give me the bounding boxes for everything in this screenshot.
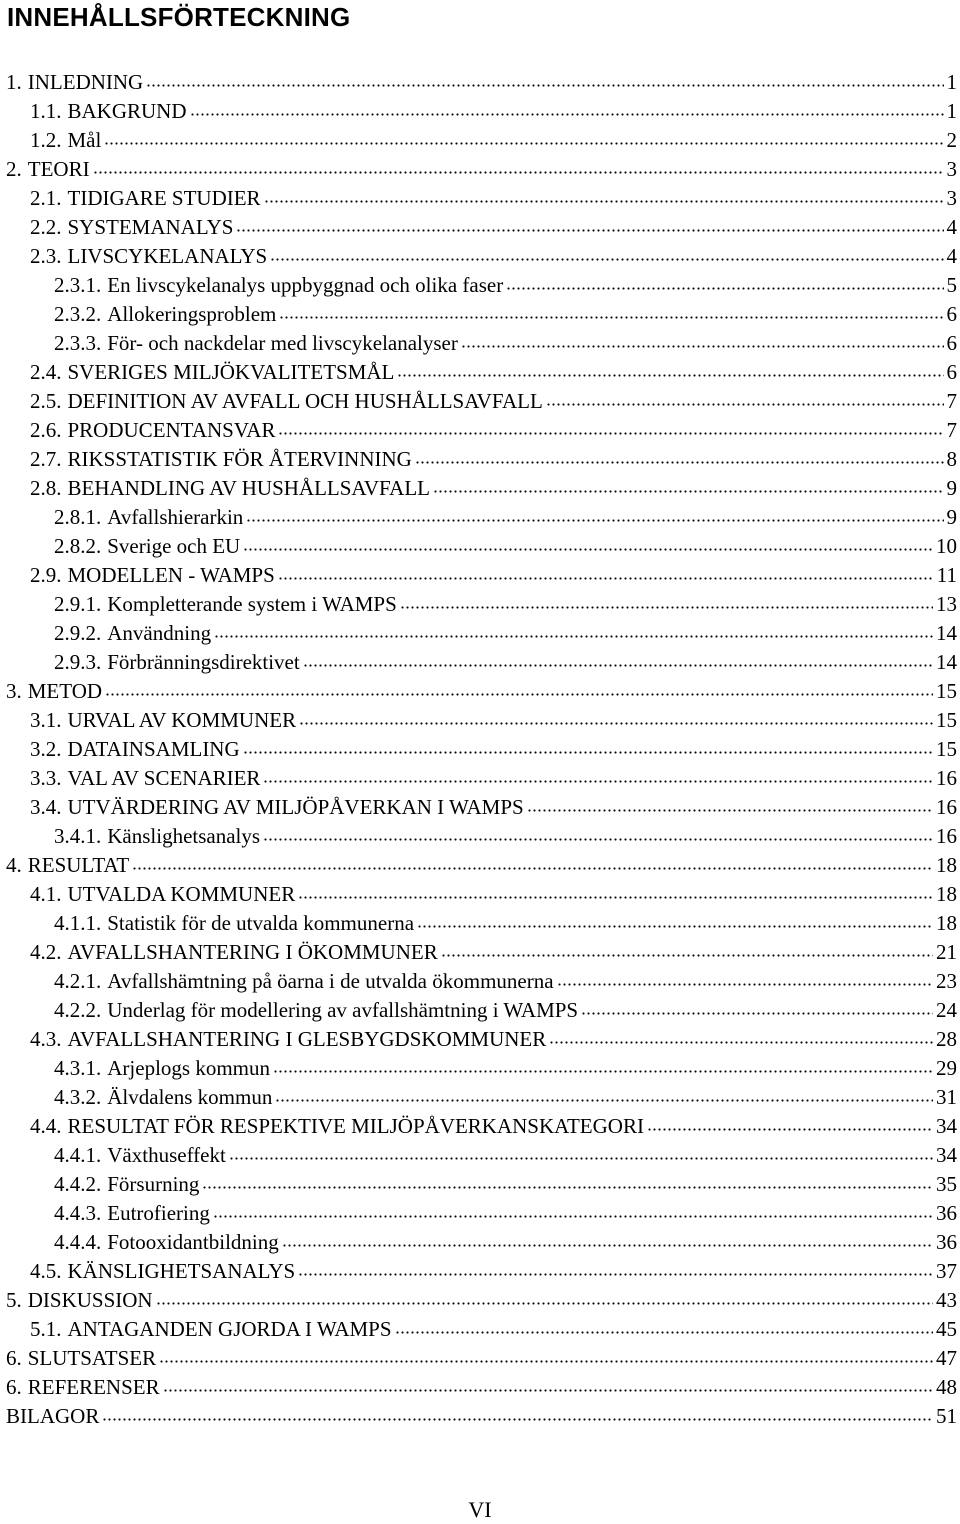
toc-entry[interactable] <box>0 97 960 126</box>
toc-entry-page: 28 <box>936 1027 957 1051</box>
toc-entry-page: 29 <box>936 1056 957 1080</box>
toc-entry-page: 14 <box>936 650 957 674</box>
dot-leader <box>263 837 933 842</box>
toc-entry[interactable] <box>0 329 960 358</box>
toc-entry-label: En livscykelanalys uppbyggnad och olika faser <box>107 273 504 297</box>
toc-entry-page: 15 <box>936 679 957 703</box>
toc-entry-label: BAKGRUND <box>67 99 187 123</box>
dot-leader <box>647 1127 933 1132</box>
toc-entry-label: ANTAGANDEN GJORDA I WAMPS <box>67 1317 392 1341</box>
toc-entry-page: 23 <box>936 969 957 993</box>
dot-leader <box>214 634 933 639</box>
toc-entry[interactable] <box>0 648 960 677</box>
toc-entry-number: 6. <box>6 1346 22 1370</box>
toc-entry-label: Känslighetsanalys <box>107 824 261 848</box>
toc-entry-label: SVERIGES MILJÖKVALITETSMÅL <box>67 360 395 384</box>
toc-entry-number: 4. <box>6 853 22 877</box>
dot-leader <box>246 518 943 523</box>
toc-entry-number: 3.4.1. <box>54 824 102 848</box>
toc-entry-label: RESULTAT <box>27 853 130 877</box>
toc-entry[interactable] <box>0 561 960 590</box>
toc-entry[interactable] <box>0 764 960 793</box>
toc-entry-label: SLUTSATSER <box>27 1346 157 1370</box>
toc-entry-label: BEHANDLING AV HUSHÅLLSAVFALL <box>67 476 430 500</box>
toc-entry[interactable] <box>0 706 960 735</box>
toc-entry-label: UTVÄRDERING AV MILJÖPÅVERKAN I WAMPS <box>67 795 524 819</box>
dot-leader <box>441 953 933 958</box>
toc-entry[interactable] <box>0 300 960 329</box>
toc-entry-number: 1.2. <box>30 128 62 152</box>
dot-leader <box>132 866 933 871</box>
dot-leader <box>102 1417 933 1422</box>
toc-entry-page: 48 <box>936 1375 957 1399</box>
dot-leader <box>104 141 943 146</box>
toc-entry[interactable] <box>0 126 960 155</box>
toc-entry-page: 7 <box>946 418 957 442</box>
dot-leader <box>298 895 933 900</box>
toc-entry-label: RESULTAT FÖR RESPEKTIVE MILJÖPÅVERKANSKATEGORI <box>67 1114 644 1138</box>
toc-entry-page: 7 <box>946 389 957 413</box>
toc-entry-page: 13 <box>936 592 957 616</box>
dot-leader <box>557 982 933 987</box>
toc-entry[interactable] <box>0 271 960 300</box>
toc-entry-number: 2.8. <box>30 476 62 500</box>
toc-entry-page: 6 <box>946 360 957 384</box>
dot-leader <box>236 228 943 233</box>
toc-entry-label: VAL AV SCENARIER <box>67 766 261 790</box>
toc-entry-number: 2.1. <box>30 186 62 210</box>
dot-leader <box>278 576 934 581</box>
toc-entry[interactable] <box>0 590 960 619</box>
toc-entry-page: 9 <box>946 476 957 500</box>
toc-entry-label: AVFALLSHANTERING I GLESBYGDSKOMMUNER <box>67 1027 547 1051</box>
toc-entry-label: INLEDNING <box>27 70 144 94</box>
toc-entry-number: 4.2. <box>30 940 62 964</box>
toc-entry-label: RIKSSTATISTIK FÖR ÅTERVINNING <box>67 447 412 471</box>
toc-entry-number: 1. <box>6 70 22 94</box>
toc-entry[interactable] <box>0 1083 960 1112</box>
dot-leader <box>105 692 933 697</box>
toc-entry-number: 4.4.1. <box>54 1143 102 1167</box>
toc-entry-number: 2.3.2. <box>54 302 102 326</box>
toc-entry-label: Fotooxidantbildning <box>107 1230 279 1254</box>
dot-leader <box>303 663 933 668</box>
toc-entry-number: 4.4.3. <box>54 1201 102 1225</box>
toc-entry-number: 2.8.1. <box>54 505 102 529</box>
dot-leader <box>163 1388 933 1393</box>
toc-entry[interactable] <box>0 996 960 1025</box>
toc-entry[interactable] <box>0 1373 960 1402</box>
toc-entry[interactable] <box>0 851 960 880</box>
toc-entry-number: 4.2.2. <box>54 998 102 1022</box>
dot-leader <box>273 1069 933 1074</box>
toc-entry[interactable] <box>0 1402 960 1431</box>
dot-leader <box>546 402 944 407</box>
toc-entry-label: URVAL AV KOMMUNER <box>67 708 297 732</box>
toc-entry-label: För- och nackdelar med livscykelanalyser <box>107 331 458 355</box>
dot-leader <box>156 1301 933 1306</box>
toc-entry-number: 2.9. <box>30 563 62 587</box>
toc-entry-page: 10 <box>936 534 957 558</box>
toc-entry[interactable] <box>0 1228 960 1257</box>
toc-entry-number: 2.3.3. <box>54 331 102 355</box>
dot-leader <box>415 460 944 465</box>
toc-entry-label: LIVSCYKELANALYS <box>67 244 268 268</box>
toc-entry-number: 4.2.1. <box>54 969 102 993</box>
toc-entry-label: Avfallshierarkin <box>107 505 244 529</box>
toc-entry-page: 3 <box>946 157 957 181</box>
toc-entry-page: 1 <box>946 99 957 123</box>
dot-leader <box>93 170 944 175</box>
toc-entry[interactable] <box>0 822 960 851</box>
toc-entry[interactable] <box>0 735 960 764</box>
dot-leader <box>264 199 944 204</box>
toc-entry-number: 3. <box>6 679 22 703</box>
toc-entry-page: 45 <box>936 1317 957 1341</box>
toc-entry-page: 11 <box>936 563 957 587</box>
toc-entry[interactable] <box>0 416 960 445</box>
toc-entry-page: 16 <box>936 766 957 790</box>
toc-entry-label: SYSTEMANALYS <box>67 215 234 239</box>
toc-entry-number: 2. <box>6 157 22 181</box>
dot-leader <box>461 344 944 349</box>
toc-entry[interactable] <box>0 445 960 474</box>
toc-entry-number: 3.2. <box>30 737 62 761</box>
toc-entry-number: 2.8.2. <box>54 534 102 558</box>
toc-entry-page: 8 <box>946 447 957 471</box>
toc-entry-page: 47 <box>936 1346 957 1370</box>
dot-leader <box>282 1243 933 1248</box>
toc-entry[interactable] <box>0 1025 960 1054</box>
dot-leader <box>506 286 943 291</box>
toc-entry-page: 16 <box>936 795 957 819</box>
toc-entry-label: Mål <box>67 128 102 152</box>
toc-entry-number: 6. <box>6 1375 22 1399</box>
dot-leader <box>146 83 943 88</box>
toc-entry[interactable] <box>0 68 960 97</box>
page-number: VI <box>468 1497 492 1522</box>
toc-entry-label: TEORI <box>27 157 90 181</box>
toc-entry-page: 36 <box>936 1201 957 1225</box>
toc-entry[interactable] <box>0 503 960 532</box>
toc-entry-number: 2.3.1. <box>54 273 102 297</box>
dot-leader <box>190 112 944 117</box>
toc-entry[interactable] <box>0 619 960 648</box>
toc-entry-page: 18 <box>936 882 957 906</box>
toc-entry[interactable] <box>0 880 960 909</box>
dot-leader <box>202 1185 933 1190</box>
toc-entry-number: 2.4. <box>30 360 62 384</box>
toc-entry[interactable] <box>0 387 960 416</box>
dot-leader <box>243 547 933 552</box>
dot-leader <box>400 605 933 610</box>
toc-entry[interactable] <box>0 1199 960 1228</box>
toc-entry[interactable] <box>0 1286 960 1315</box>
toc-entry-number: 3.4. <box>30 795 62 819</box>
dot-leader <box>243 750 933 755</box>
toc-entry-page: 51 <box>936 1404 957 1428</box>
toc-title: INNEHÅLLSFÖRTECKNING <box>7 2 351 32</box>
toc-entry[interactable] <box>0 967 960 996</box>
toc-entry-number: 4.4.2. <box>54 1172 102 1196</box>
dot-leader <box>270 257 943 262</box>
toc-entry-number: 2.9.3. <box>54 650 102 674</box>
toc-entry[interactable] <box>0 1344 960 1373</box>
toc-entry-page: 18 <box>936 853 957 877</box>
toc-entry-number: 2.5. <box>30 389 62 413</box>
toc-entry-page: 34 <box>936 1114 957 1138</box>
toc-entry-label: Älvdalens kommun <box>107 1085 273 1109</box>
dot-leader <box>395 1330 933 1335</box>
toc-entry-number: 2.2. <box>30 215 62 239</box>
dot-leader <box>397 373 943 378</box>
toc-entry-number: 4.1. <box>30 882 62 906</box>
toc-entry-page: 18 <box>936 911 957 935</box>
toc-entry[interactable] <box>0 1315 960 1344</box>
toc-entry-number: 5. <box>6 1288 22 1312</box>
toc-entry-number: 4.4.4. <box>54 1230 102 1254</box>
toc-entry[interactable] <box>0 184 960 213</box>
toc-entry-page: 9 <box>946 505 957 529</box>
toc-entry-label: Eutrofiering <box>107 1201 210 1225</box>
toc-entry-page: 15 <box>936 737 957 761</box>
toc-entry-page: 3 <box>946 186 957 210</box>
toc-entry[interactable] <box>0 532 960 561</box>
dot-leader <box>417 924 933 929</box>
toc-entry-page: 21 <box>936 940 957 964</box>
toc-entry-label: DISKUSSION <box>27 1288 153 1312</box>
toc-entry-label: TIDIGARE STUDIER <box>67 186 261 210</box>
dot-leader <box>279 315 943 320</box>
dot-leader <box>433 489 944 494</box>
toc-entry[interactable] <box>0 358 960 387</box>
dot-leader <box>299 721 933 726</box>
toc-entry-label: MODELLEN - WAMPS <box>67 563 275 587</box>
toc-entry[interactable] <box>0 474 960 503</box>
toc-entry-label: Allokeringsproblem <box>107 302 277 326</box>
toc-entry[interactable] <box>0 1054 960 1083</box>
toc-entry-label: Användning <box>107 621 212 645</box>
toc-entry-number: 4.5. <box>30 1259 62 1283</box>
toc-entry-label: Kompletterande system i WAMPS <box>107 592 397 616</box>
toc-entry-label: Avfallshämtning på öarna i de utvalda ökommunerna <box>107 969 554 993</box>
toc-entry-page: 15 <box>936 708 957 732</box>
dot-leader <box>527 808 933 813</box>
dot-leader <box>263 779 933 784</box>
toc-entry-label: Arjeplogs kommun <box>107 1056 270 1080</box>
toc-entry-label: Underlag för modellering av avfallshämtning i WAMPS <box>107 998 579 1022</box>
toc-entry-page: 2 <box>946 128 957 152</box>
dot-leader <box>278 431 943 436</box>
toc-entry-page: 5 <box>946 273 957 297</box>
toc-entry[interactable] <box>0 793 960 822</box>
toc-entry[interactable] <box>0 1141 960 1170</box>
toc-entry-page: 16 <box>936 824 957 848</box>
toc-entry-number: 3.3. <box>30 766 62 790</box>
toc-entry[interactable] <box>0 1112 960 1141</box>
toc-entry-number: 4.3. <box>30 1027 62 1051</box>
toc-entry-label: Växthuseffekt <box>107 1143 226 1167</box>
toc-entry-label: BILAGOR <box>6 1404 100 1428</box>
toc-entry-label: Försurning <box>107 1172 200 1196</box>
dot-leader <box>213 1214 933 1219</box>
toc-entry-number: 4.4. <box>30 1114 62 1138</box>
toc-entry-label: METOD <box>27 679 103 703</box>
dot-leader <box>159 1359 933 1364</box>
toc-entry-label: PRODUCENTANSVAR <box>67 418 276 442</box>
toc-entry[interactable] <box>0 909 960 938</box>
toc-entry-label: DATAINSAMLING <box>67 737 240 761</box>
toc-entry-page: 43 <box>936 1288 957 1312</box>
toc-entry-page: 31 <box>936 1085 957 1109</box>
toc-entry-number: 4.3.1. <box>54 1056 102 1080</box>
toc-entry-label: Förbränningsdirektivet <box>107 650 300 674</box>
toc-entry-label: AVFALLSHANTERING I ÖKOMMUNER <box>67 940 438 964</box>
dot-leader <box>581 1011 933 1016</box>
toc-entry-number: 3.1. <box>30 708 62 732</box>
toc-entry-label: UTVALDA KOMMUNER <box>67 882 296 906</box>
toc-entry-number: 2.6. <box>30 418 62 442</box>
toc-entry-page: 4 <box>946 215 957 239</box>
toc-entry-number: 2.7. <box>30 447 62 471</box>
toc-entry[interactable] <box>0 677 960 706</box>
toc-entry[interactable] <box>0 938 960 967</box>
toc-entry[interactable] <box>0 242 960 271</box>
toc-entry-page: 14 <box>936 621 957 645</box>
toc-entry[interactable] <box>0 1257 960 1286</box>
toc-entry-number: 2.9.1. <box>54 592 102 616</box>
dot-leader <box>229 1156 933 1161</box>
toc-entry-label: Statistik för de utvalda kommunerna <box>107 911 415 935</box>
toc-list <box>0 68 960 1431</box>
toc-entry-page: 35 <box>936 1172 957 1196</box>
toc-entry[interactable] <box>0 213 960 242</box>
toc-entry-page: 6 <box>946 302 957 326</box>
toc-entry-number: 1.1. <box>30 99 62 123</box>
toc-entry-page: 4 <box>946 244 957 268</box>
toc-entry-label: REFERENSER <box>27 1375 160 1399</box>
dot-leader <box>549 1040 933 1045</box>
toc-entry-number: 4.1.1. <box>54 911 102 935</box>
toc-entry-page: 37 <box>936 1259 957 1283</box>
toc-entry-label: KÄNSLIGHETSANALYS <box>67 1259 296 1283</box>
toc-entry-label: Sverige och EU <box>107 534 241 558</box>
dot-leader <box>275 1098 933 1103</box>
toc-entry-number: 4.3.2. <box>54 1085 102 1109</box>
toc-entry-page: 24 <box>936 998 957 1022</box>
toc-entry-page: 34 <box>936 1143 957 1167</box>
toc-entry-page: 1 <box>946 70 957 94</box>
toc-entry-page: 36 <box>936 1230 957 1254</box>
dot-leader <box>298 1272 933 1277</box>
toc-entry[interactable] <box>0 155 960 184</box>
toc-entry-label: DEFINITION AV AVFALL OCH HUSHÅLLSAVFALL <box>67 389 543 413</box>
toc-entry-number: 2.9.2. <box>54 621 102 645</box>
toc-entry-number: 5.1. <box>30 1317 62 1341</box>
toc-entry-page: 6 <box>946 331 957 355</box>
toc-entry-number: 2.3. <box>30 244 62 268</box>
toc-entry[interactable] <box>0 1170 960 1199</box>
